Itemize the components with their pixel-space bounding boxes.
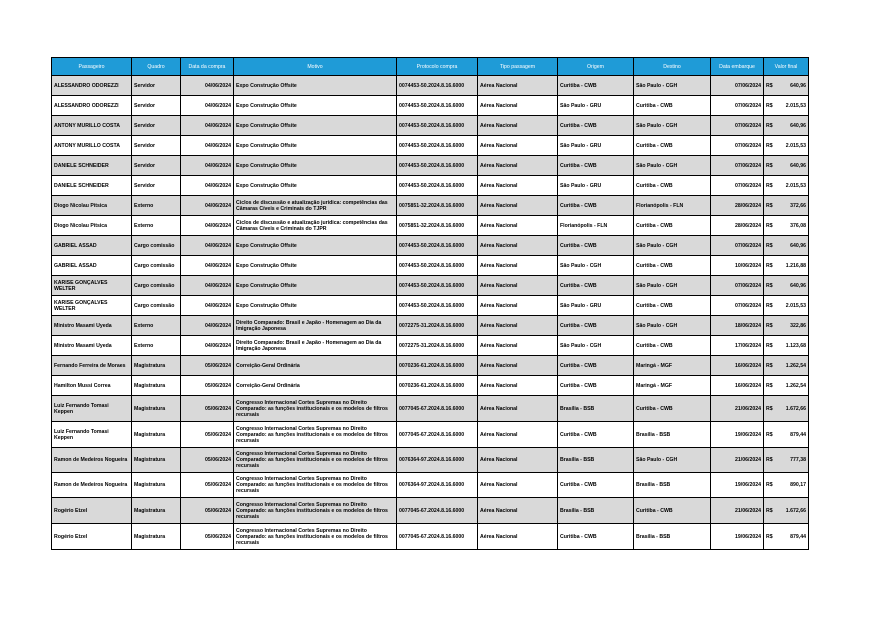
cell-data-embarque: 16/06/2024	[711, 356, 764, 376]
cell-protocolo: 0074453-50.2024.8.16.6000	[397, 176, 478, 196]
cell-origem: Brasília - BSB	[558, 498, 634, 524]
cell-protocolo: 0074453-50.2024.8.16.6000	[397, 256, 478, 276]
cell-valor-final	[764, 524, 809, 550]
cell-data-compra: 04/06/2024	[181, 176, 234, 196]
cell-data-compra: 05/06/2024	[181, 422, 234, 448]
cell-protocolo: 0075851-32.2024.8.16.6000	[397, 216, 478, 236]
cell-valor-final	[764, 296, 809, 316]
cell-quadro: Magistratura	[132, 473, 181, 498]
cell-data-compra: 04/06/2024	[181, 136, 234, 156]
cell-data-compra: 04/06/2024	[181, 276, 234, 296]
cell-origem: Curitiba - CWB	[558, 473, 634, 498]
cell-data-compra: 05/06/2024	[181, 356, 234, 376]
cell-protocolo: 0074453-50.2024.8.16.6000	[397, 76, 478, 96]
cell-data-embarque: 18/06/2024	[711, 316, 764, 336]
cell-protocolo: 0077045-67.2024.8.16.6000	[397, 422, 478, 448]
cell-passageiro: Diogo Nicolau Pitsica	[52, 216, 132, 236]
cell-destino: São Paulo - CGH	[634, 76, 711, 96]
value-amount: 640,96	[790, 82, 806, 89]
cell-passageiro: KARISE GONÇALVES WELTER	[52, 296, 132, 316]
cell-valor-final	[764, 76, 809, 96]
cell-passageiro: ALESSANDRO ODOREZZI	[52, 76, 132, 96]
table-row	[52, 276, 809, 296]
cell-quadro: Cargo comissão	[132, 296, 181, 316]
table-row	[52, 376, 809, 396]
cell-valor-final	[764, 396, 809, 422]
value-amount: 372,66	[790, 202, 806, 209]
cell-protocolo: 0077045-67.2024.8.16.6000	[397, 396, 478, 422]
cell-motivo: Congresso Internacional Cortes Supremas no Direito Comparado: as funções institucionais e os modelos de filtros recursais	[234, 422, 397, 448]
cell-data-embarque: 28/06/2024	[711, 196, 764, 216]
cell-data-embarque: 07/06/2024	[711, 76, 764, 96]
cell-motivo: Expo Construção Offsite	[234, 236, 397, 256]
cell-passageiro: Ramon de Medeiros Nogueira	[52, 448, 132, 473]
cell-protocolo: 0076364-97.2024.8.16.6000	[397, 448, 478, 473]
cell-quadro: Cargo comissão	[132, 256, 181, 276]
cell-tipo-passagem: Aérea Nacional	[478, 396, 558, 422]
cell-destino: São Paulo - CGH	[634, 276, 711, 296]
column-header-valor-final: Valor final	[764, 58, 809, 76]
table-row	[52, 256, 809, 276]
cell-origem: Curitiba - CWB	[558, 236, 634, 256]
cell-data-embarque: 07/06/2024	[711, 296, 764, 316]
cell-data-embarque: 19/06/2024	[711, 422, 764, 448]
cell-quadro: Servidor	[132, 116, 181, 136]
cell-destino: Curitiba - CWB	[634, 136, 711, 156]
table-row	[52, 76, 809, 96]
cell-destino: Maringá - MGF	[634, 356, 711, 376]
cell-origem: Curitiba - CWB	[558, 422, 634, 448]
currency-symbol: R$	[766, 457, 773, 463]
cell-motivo: Congresso Internacional Cortes Supremas no Direito Comparado: as funções institucionais e os modelos de filtros recursais	[234, 473, 397, 498]
table-row	[52, 396, 809, 422]
cell-passageiro: GABRIEL ASSAD	[52, 256, 132, 276]
cell-passageiro: Rogério Etzel	[52, 524, 132, 550]
cell-origem: Curitiba - CWB	[558, 356, 634, 376]
cell-tipo-passagem: Aérea Nacional	[478, 116, 558, 136]
value-amount: 322,86	[790, 322, 806, 329]
currency-symbol: R$	[766, 482, 773, 488]
cell-origem: Curitiba - CWB	[558, 156, 634, 176]
cell-data-compra: 04/06/2024	[181, 196, 234, 216]
cell-destino: São Paulo - CGH	[634, 116, 711, 136]
cell-valor-final	[764, 236, 809, 256]
cell-motivo: Congresso Internacional Cortes Supremas no Direito Comparado: as funções institucionais e os modelos de filtros recursais	[234, 498, 397, 524]
currency-symbol: R$	[766, 222, 773, 229]
cell-valor-final	[764, 473, 809, 498]
table-row	[52, 236, 809, 256]
cell-data-embarque: 07/06/2024	[711, 136, 764, 156]
cell-tipo-passagem: Aérea Nacional	[478, 276, 558, 296]
cell-passageiro: Hamilton Mussi Correa	[52, 376, 132, 396]
cell-data-embarque: 07/06/2024	[711, 156, 764, 176]
cell-quadro: Externo	[132, 196, 181, 216]
cell-valor-final	[764, 176, 809, 196]
cell-motivo: Expo Construção Offsite	[234, 156, 397, 176]
cell-motivo: Expo Construção Offsite	[234, 136, 397, 156]
cell-data-embarque: 21/06/2024	[711, 448, 764, 473]
cell-destino: Curitiba - CWB	[634, 296, 711, 316]
value-amount: 640,96	[790, 282, 806, 289]
cell-quadro: Servidor	[132, 156, 181, 176]
cell-passageiro: GABRIEL ASSAD	[52, 236, 132, 256]
cell-quadro: Magistratura	[132, 524, 181, 550]
cell-data-compra: 04/06/2024	[181, 296, 234, 316]
cell-motivo: Correição-Geral Ordinária	[234, 376, 397, 396]
column-header-motivo: Motivo	[234, 58, 397, 76]
cell-data-embarque: 21/06/2024	[711, 498, 764, 524]
cell-origem: Curitiba - CWB	[558, 376, 634, 396]
table-row	[52, 524, 809, 550]
table-row	[52, 473, 809, 498]
cell-valor-final	[764, 336, 809, 356]
cell-data-embarque: 17/06/2024	[711, 336, 764, 356]
cell-data-embarque: 07/06/2024	[711, 236, 764, 256]
table-row	[52, 216, 809, 236]
cell-protocolo: 0072275-31.2024.8.16.6000	[397, 336, 478, 356]
cell-origem: São Paulo - GRU	[558, 176, 634, 196]
cell-passageiro: ANTONY MURILLO COSTA	[52, 116, 132, 136]
cell-protocolo: 0074453-50.2024.8.16.6000	[397, 156, 478, 176]
cell-quadro: Magistratura	[132, 396, 181, 422]
currency-symbol: R$	[766, 202, 773, 209]
currency-symbol: R$	[766, 405, 773, 412]
value-amount: 879,44	[790, 533, 806, 540]
cell-origem: Florianópolis - FLN	[558, 216, 634, 236]
cell-data-compra: 04/06/2024	[181, 156, 234, 176]
cell-motivo: Direito Comparado: Brasil e Japão - Homenagem ao Dia da Imigração Japonesa	[234, 316, 397, 336]
cell-valor-final	[764, 116, 809, 136]
cell-motivo: Congresso Internacional Cortes Supremas no Direito Comparado: as funções institucionais e os modelos de filtros recursais	[234, 448, 397, 473]
cell-data-compra: 04/06/2024	[181, 256, 234, 276]
cell-quadro: Magistratura	[132, 376, 181, 396]
cell-tipo-passagem: Aérea Nacional	[478, 376, 558, 396]
cell-origem: São Paulo - CGH	[558, 256, 634, 276]
cell-origem: São Paulo - GRU	[558, 96, 634, 116]
cell-protocolo: 0074453-50.2024.8.16.6000	[397, 276, 478, 296]
cell-origem: Brasília - BSB	[558, 448, 634, 473]
value-amount: 1.262,54	[785, 382, 806, 389]
currency-symbol: R$	[766, 122, 773, 129]
value-amount: 376,08	[790, 222, 806, 229]
currency-symbol: R$	[766, 162, 773, 169]
cell-valor-final	[764, 136, 809, 156]
cell-valor-final	[764, 498, 809, 524]
cell-data-embarque: 19/06/2024	[711, 473, 764, 498]
cell-valor-final	[764, 376, 809, 396]
cell-origem: Curitiba - CWB	[558, 196, 634, 216]
cell-passageiro: Ramon de Medeiros Nogueira	[52, 473, 132, 498]
cell-protocolo: 0072275-31.2024.8.16.6000	[397, 316, 478, 336]
cell-valor-final	[764, 216, 809, 236]
cell-data-compra: 04/06/2024	[181, 216, 234, 236]
column-header-tipo-passagem: Tipo passagem	[478, 58, 558, 76]
currency-symbol: R$	[766, 142, 773, 149]
cell-tipo-passagem: Aérea Nacional	[478, 316, 558, 336]
value-amount: 879,44	[790, 431, 806, 438]
cell-tipo-passagem: Aérea Nacional	[478, 216, 558, 236]
cell-origem: Brasília - BSB	[558, 396, 634, 422]
cell-destino: São Paulo - CGH	[634, 448, 711, 473]
value-amount: 640,96	[790, 122, 806, 129]
currency-symbol: R$	[766, 262, 773, 269]
cell-data-embarque: 19/06/2024	[711, 524, 764, 550]
cell-data-compra: 05/06/2024	[181, 376, 234, 396]
cell-motivo: Expo Construção Offsite	[234, 256, 397, 276]
cell-destino: Curitiba - CWB	[634, 396, 711, 422]
cell-passageiro: ANTONY MURILLO COSTA	[52, 136, 132, 156]
cell-origem: São Paulo - GRU	[558, 136, 634, 156]
column-header-origem: Origem	[558, 58, 634, 76]
cell-destino: Florianópolis - FLN	[634, 196, 711, 216]
cell-quadro: Servidor	[132, 136, 181, 156]
column-header-data-embarque: Data embarque	[711, 58, 764, 76]
cell-data-embarque: 10/06/2024	[711, 256, 764, 276]
cell-motivo: Congresso Internacional Cortes Supremas no Direito Comparado: as funções institucionais e os modelos de filtros recursais	[234, 396, 397, 422]
cell-tipo-passagem: Aérea Nacional	[478, 336, 558, 356]
cell-passageiro: Rogério Etzel	[52, 498, 132, 524]
cell-quadro: Cargo comissão	[132, 276, 181, 296]
column-header-protocolo: Protocolo compra	[397, 58, 478, 76]
cell-valor-final	[764, 196, 809, 216]
cell-passageiro: Luiz Fernando Tomasi Keppen	[52, 396, 132, 422]
cell-quadro: Magistratura	[132, 356, 181, 376]
cell-data-compra: 05/06/2024	[181, 524, 234, 550]
cell-passageiro: DANIELE SCHNEIDER	[52, 176, 132, 196]
cell-valor-final	[764, 276, 809, 296]
cell-protocolo: 0074453-50.2024.8.16.6000	[397, 116, 478, 136]
cell-motivo: Direito Comparado: Brasil e Japão - Homenagem ao Dia da Imigração Japonesa	[234, 336, 397, 356]
value-amount: 1.672,66	[785, 405, 806, 412]
cell-quadro: Magistratura	[132, 448, 181, 473]
cell-destino: Brasília - BSB	[634, 422, 711, 448]
value-amount: 2.015,53	[785, 182, 806, 189]
travel-expenses-sheet	[51, 57, 809, 550]
value-amount: 640,96	[790, 162, 806, 169]
cell-motivo: Expo Construção Offsite	[234, 76, 397, 96]
currency-symbol: R$	[766, 102, 773, 109]
cell-quadro: Externo	[132, 316, 181, 336]
cell-destino: Brasília - BSB	[634, 473, 711, 498]
cell-origem: Curitiba - CWB	[558, 316, 634, 336]
cell-protocolo: 0076364-97.2024.8.16.6000	[397, 473, 478, 498]
cell-valor-final	[764, 256, 809, 276]
cell-data-compra: 04/06/2024	[181, 236, 234, 256]
cell-tipo-passagem: Aérea Nacional	[478, 422, 558, 448]
cell-destino: Curitiba - CWB	[634, 256, 711, 276]
cell-protocolo: 0070236-61.2024.8.16.6000	[397, 376, 478, 396]
table-header-row	[52, 58, 809, 76]
cell-passageiro: KARISE GONÇALVES WELTER	[52, 276, 132, 296]
column-header-quadro: Quadro	[132, 58, 181, 76]
table-row	[52, 296, 809, 316]
cell-quadro: Servidor	[132, 176, 181, 196]
cell-motivo: Expo Construção Offsite	[234, 96, 397, 116]
cell-motivo: Ciclos de discussão e atualização jurídica: competências das Câmaras Cíveis e Criminais do TJPR	[234, 196, 397, 216]
cell-origem: Curitiba - CWB	[558, 76, 634, 96]
cell-passageiro: Fernando Ferreira de Moraes	[52, 356, 132, 376]
cell-protocolo: 0074453-50.2024.8.16.6000	[397, 136, 478, 156]
cell-destino: São Paulo - CGH	[634, 236, 711, 256]
currency-symbol: R$	[766, 242, 773, 249]
cell-protocolo: 0077045-67.2024.8.16.6000	[397, 498, 478, 524]
cell-data-embarque: 07/06/2024	[711, 176, 764, 196]
cell-data-embarque: 07/06/2024	[711, 276, 764, 296]
cell-protocolo: 0077045-67.2024.8.16.6000	[397, 524, 478, 550]
table-row	[52, 422, 809, 448]
cell-passageiro: DANIELE SCHNEIDER	[52, 156, 132, 176]
cell-tipo-passagem: Aérea Nacional	[478, 176, 558, 196]
cell-passageiro: Ministro Masami Uyeda	[52, 316, 132, 336]
cell-data-compra: 04/06/2024	[181, 316, 234, 336]
cell-data-compra: 05/06/2024	[181, 448, 234, 473]
currency-symbol: R$	[766, 182, 773, 189]
cell-origem: São Paulo - GRU	[558, 296, 634, 316]
table-row	[52, 116, 809, 136]
cell-destino: Curitiba - CWB	[634, 96, 711, 116]
cell-data-embarque: 07/06/2024	[711, 116, 764, 136]
value-amount: 1.216,88	[785, 262, 806, 269]
table-row	[52, 136, 809, 156]
cell-tipo-passagem: Aérea Nacional	[478, 448, 558, 473]
cell-tipo-passagem: Aérea Nacional	[478, 473, 558, 498]
column-header-data-compra: Data da compra	[181, 58, 234, 76]
cell-valor-final	[764, 96, 809, 116]
column-header-destino: Destino	[634, 58, 711, 76]
cell-tipo-passagem: Aérea Nacional	[478, 498, 558, 524]
cell-data-compra: 05/06/2024	[181, 396, 234, 422]
cell-motivo: Congresso Internacional Cortes Supremas no Direito Comparado: as funções institucionais e os modelos de filtros recursais	[234, 524, 397, 550]
cell-destino: Curitiba - CWB	[634, 336, 711, 356]
table-row	[52, 196, 809, 216]
cell-quadro: Servidor	[132, 96, 181, 116]
cell-motivo: Expo Construção Offsite	[234, 176, 397, 196]
cell-destino: Curitiba - CWB	[634, 176, 711, 196]
cell-protocolo: 0074453-50.2024.8.16.6000	[397, 236, 478, 256]
value-amount: 890,17	[790, 482, 806, 488]
cell-motivo: Expo Construção Offsite	[234, 296, 397, 316]
cell-data-compra: 04/06/2024	[181, 96, 234, 116]
value-amount: 777,38	[790, 457, 806, 463]
table-row	[52, 156, 809, 176]
table-row	[52, 96, 809, 116]
table-row	[52, 176, 809, 196]
cell-motivo: Ciclos de discussão e atualização jurídica: competências das Câmaras Cíveis e Criminais do TJPR	[234, 216, 397, 236]
cell-origem: Curitiba - CWB	[558, 276, 634, 296]
cell-data-compra: 04/06/2024	[181, 116, 234, 136]
currency-symbol: R$	[766, 507, 773, 514]
cell-data-embarque: 07/06/2024	[711, 96, 764, 116]
cell-tipo-passagem: Aérea Nacional	[478, 196, 558, 216]
currency-symbol: R$	[766, 342, 773, 349]
cell-passageiro: Luiz Fernando Tomasi Keppen	[52, 422, 132, 448]
cell-motivo: Correição-Geral Ordinária	[234, 356, 397, 376]
cell-data-compra: 04/06/2024	[181, 76, 234, 96]
cell-destino: Curitiba - CWB	[634, 216, 711, 236]
cell-tipo-passagem: Aérea Nacional	[478, 296, 558, 316]
cell-data-compra: 05/06/2024	[181, 498, 234, 524]
value-amount: 1.262,54	[785, 362, 806, 369]
value-amount: 1.672,66	[785, 507, 806, 514]
cell-origem: São Paulo - CGH	[558, 336, 634, 356]
cell-destino: Brasília - BSB	[634, 524, 711, 550]
cell-data-compra: 05/06/2024	[181, 473, 234, 498]
cell-data-compra: 04/06/2024	[181, 336, 234, 356]
cell-destino: São Paulo - CGH	[634, 156, 711, 176]
cell-quadro: Cargo comissão	[132, 236, 181, 256]
cell-destino: São Paulo - CGH	[634, 316, 711, 336]
cell-motivo: Expo Construção Offsite	[234, 116, 397, 136]
cell-valor-final	[764, 156, 809, 176]
cell-data-embarque: 28/06/2024	[711, 216, 764, 236]
cell-data-embarque: 21/06/2024	[711, 396, 764, 422]
cell-quadro: Servidor	[132, 76, 181, 96]
currency-symbol: R$	[766, 82, 773, 89]
table-row	[52, 336, 809, 356]
currency-symbol: R$	[766, 302, 773, 309]
cell-protocolo: 0074453-50.2024.8.16.6000	[397, 96, 478, 116]
cell-tipo-passagem: Aérea Nacional	[478, 156, 558, 176]
cell-quadro: Magistratura	[132, 498, 181, 524]
table-row	[52, 356, 809, 376]
cell-destino: Maringá - MGF	[634, 376, 711, 396]
cell-valor-final	[764, 316, 809, 336]
cell-data-embarque: 16/06/2024	[711, 376, 764, 396]
cell-passageiro: ALESSANDRO ODOREZZI	[52, 96, 132, 116]
cell-protocolo: 0070236-61.2024.8.16.6000	[397, 356, 478, 376]
cell-protocolo: 0075851-32.2024.8.16.6000	[397, 196, 478, 216]
value-amount: 2.015,53	[785, 142, 806, 149]
cell-origem: Curitiba - CWB	[558, 116, 634, 136]
cell-tipo-passagem: Aérea Nacional	[478, 356, 558, 376]
currency-symbol: R$	[766, 382, 773, 389]
cell-tipo-passagem: Aérea Nacional	[478, 96, 558, 116]
table-row	[52, 316, 809, 336]
cell-valor-final	[764, 448, 809, 473]
table-row	[52, 448, 809, 473]
currency-symbol: R$	[766, 362, 773, 369]
table-row	[52, 498, 809, 524]
cell-quadro: Magistratura	[132, 422, 181, 448]
cell-tipo-passagem: Aérea Nacional	[478, 256, 558, 276]
value-amount: 1.123,68	[785, 342, 806, 349]
cell-passageiro: Ministro Masami Uyeda	[52, 336, 132, 356]
currency-symbol: R$	[766, 322, 773, 329]
value-amount: 640,96	[790, 242, 806, 249]
cell-origem: Curitiba - CWB	[558, 524, 634, 550]
value-amount: 2.015,53	[785, 102, 806, 109]
currency-symbol: R$	[766, 431, 773, 438]
cell-passageiro: Diogo Nicolau Pitsica	[52, 196, 132, 216]
cell-motivo: Expo Construção Offsite	[234, 276, 397, 296]
cell-protocolo: 0074453-50.2024.8.16.6000	[397, 296, 478, 316]
cell-quadro: Externo	[132, 216, 181, 236]
cell-tipo-passagem: Aérea Nacional	[478, 136, 558, 156]
cell-tipo-passagem: Aérea Nacional	[478, 236, 558, 256]
cell-destino: Curitiba - CWB	[634, 498, 711, 524]
column-header-passageiro: Passageiro	[52, 58, 132, 76]
travel-expenses-table	[51, 57, 809, 550]
cell-tipo-passagem: Aérea Nacional	[478, 524, 558, 550]
value-amount: 2.015,53	[785, 302, 806, 309]
currency-symbol: R$	[766, 282, 773, 289]
cell-valor-final	[764, 356, 809, 376]
currency-symbol: R$	[766, 533, 773, 540]
cell-tipo-passagem: Aérea Nacional	[478, 76, 558, 96]
cell-quadro: Externo	[132, 336, 181, 356]
cell-valor-final	[764, 422, 809, 448]
